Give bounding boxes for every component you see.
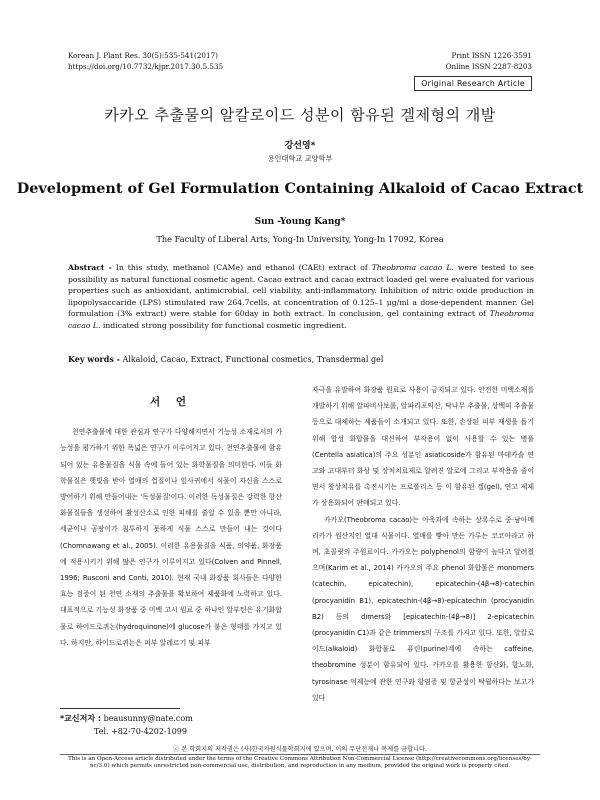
abstract-species: Theobroma cacao L.	[371, 263, 454, 272]
keywords-text: Alkaloid, Cacao, Extract, Functional cosmetics, Transdermal gel	[119, 355, 384, 364]
correspondence-tel: Tel. +82-70-4202-1099	[94, 727, 187, 736]
korean-title: 카카오 추출물의 알칼로이드 성분이 함유된 겔제형의 개발	[104, 106, 496, 124]
section-title-introduction: 서 언	[150, 396, 192, 408]
intro-paragraph-2: 자극을 유발하여 화장품 원료로 사용이 금지되고 있다. 안전한 미백소재를 개발하기 위해 알파비사보롤, 알파리포익산, 닥나무 추출물, 상백피 추출물 등으로 대체하는 제품들이 소개되고 있다. 또한, 손상된 피부 재생을 돕기 위해 합성 화합물을 대신하여 부작용이 없이 사용할 수 있는 병풀(Centella asiatica)의 주요 성분인 asiaticoside가 함유된 마데카솔 연고와 고대부터 화상 및 상처치료제로 알려진 알로에 그리고 부작용을 줄이면서 창상치유를 촉진시키는 프로폴리스 등 이 함유된 겔(gel), 연고 제제가 상용화되어 판매되고 있다.	[312, 386, 534, 508]
keywords-label: Key words -	[68, 354, 120, 364]
intro-paragraph-1: 천연추출물에 대한 관심과 연구가 다양해지면서 기능성 소재로서의 가능성을 평가하기 위한 폭넓은 연구가 이루어지고 있다. 천연추출물에 함유되어 있는 유용물질을 식물 속에 들어 있는 화학물질을 의미한다. 이들 화학물질은 햇빛을 받아 열매의 껍질이나 잎사귀에서 식물이 자신을 스스로 방어하기 위해 만들어내는 '독성물질'이다. 이러한 독성물질은 강력한 항산화물질들을 생성하여 활성산소로 인한 피해를 줄일 수 있을 뿐만 아니라, 세균이나 곰팡이가 침투하지 못하게 식물 스스로 만들어 내는 것이다(Chomnawang et al., 2005). 이러한 유용물질을 식품, 의약품, 화장품에 적용시키기 위해 많은 연구가 이루어지고 있다(Colven and Pinnell, 1996; Rusconi and Conti, 2010). 현재 국내 화장품 회사들은 다양한 효능 검증이 된 천연 소재의 추출물을 확보하여 제품화에 노력하고 있다. 대표적으로 기능성 화장품 중 미백 고시 원료 중 하나인 알부틴은 유기화합물로 하이드로퀴논(hydroquinone)에 glucose가 붙은 형태를 가지고 있다. 하지만, 하이드로퀴논은 피부 알레르기 및 피부	[60, 428, 282, 647]
journal-citation	[68, 50, 223, 72]
doi-link[interactable]: https://doi.org/10.7732/kjpr.2017.30.5.535	[68, 62, 224, 71]
copyright-notice: ⓒ 본 학회지의 저작권은 (사)한국자원식물학회지에 있으며, 이의 무단전재나 복제를 금합니다.	[173, 746, 427, 753]
abstract-text-1: In this study, methanol (CAMe) and ethanol (CAEt) extract of	[111, 263, 372, 272]
issn-block	[446, 50, 532, 72]
issn-online: Online ISSN 2287-8203	[445, 62, 532, 71]
footer-divider	[60, 754, 540, 755]
keywords	[68, 354, 534, 364]
abstract	[68, 262, 534, 332]
license-notice: This is an Open-Access article distributed under the terms of the Creative Commons Attribution Non-Commercial License (http://creativecommons.org/licenses/by-nc/3.0) which permits unrestricted non-commercial use, distribution, and reproduction in any medium, provided the original work is properly cited.	[68, 756, 532, 770]
article-type-badge: Original Research Article	[414, 76, 532, 91]
correspondence-email[interactable]: beausunny@nate.com	[101, 714, 193, 723]
issn-print: Print ISSN 1226-3591	[451, 51, 532, 60]
korean-affiliation: 용인대학교 교양학부	[267, 154, 333, 163]
journal-volume-line: Korean J. Plant Res. 30(5):535-541(2017)	[68, 51, 218, 60]
intro-paragraph-3: 카카오(Theobroma cacao)는 아욱과에 속하는 상록수로 중·남아메리카가 원산지인 열대 식물이다. 열매를 빻아 만든 가루는 코코아라고 하며, 초콜릿의 주원료이다. 카카오는 polyphenol의 함량이 높다고 알려졌으며(Karim et al., 2014) 카카오의 주요 phenol 화합물은 monomers (catechin, epicatechin), epicatechin-(4β→8)-catechin (procyanidin B1), epicatechin-(4β→8)-epicatechin (procyanidin B2) 등의 dimers와 [epicatechin-(4β→8)] 2-epicatechin (procyanidin C1)과 같은 trimmers의 구조를 가지고 있다. 또한, 알칼로이드(alkaloid) 화합물로 퓨린(purine)계에 속하는 caffeine, theobromine 성분이 함유되어 있다. 카카오를 활용한 항산화, 항노화, tyrosinase 억제능에 관한 연구와 항염증 및 항균성이 탁월하다는 보고가 있다	[312, 515, 534, 702]
korean-author: 강선영*	[284, 141, 316, 151]
english-title: Development of Gel Formulation Containing Alkaloid of Cacao Extract	[16, 180, 584, 197]
abstract-text-3: indicated strong possibility for functional cosmetic ingredient.	[100, 320, 347, 330]
english-author: Sun -Young Kang*	[254, 217, 346, 227]
abstract-label: Abstract -	[68, 263, 112, 272]
right-column	[312, 382, 534, 706]
abstract-species-2: Theobroma cacao L.	[68, 309, 534, 330]
correspondence-label: *교신저자 :	[60, 714, 102, 723]
left-column	[60, 384, 282, 651]
abstract-text-2: were tested to see possibility as natural functional cosmetic agent. Cacao extract and cacao extract loaded gel were evaluated for various properties such as antioxidant, antimicrobial, cell viability, anti-inflammatory. Inhibition of nitric oxide production in lipopolysaccaride (LPS) stimulated raw 264.7cells, at concentration of 0.125–1 μg/ml a dose-dependent manner. Gel formulation (3% extract) were stable for 60day in both extract. In conclusion, gel containing extract of	[68, 263, 534, 319]
correspondence-note	[60, 712, 193, 738]
footnote-divider	[60, 708, 180, 709]
english-affiliation: The Faculty of Liberal Arts, Yong-In University, Yong-In 17092, Korea	[156, 234, 444, 244]
